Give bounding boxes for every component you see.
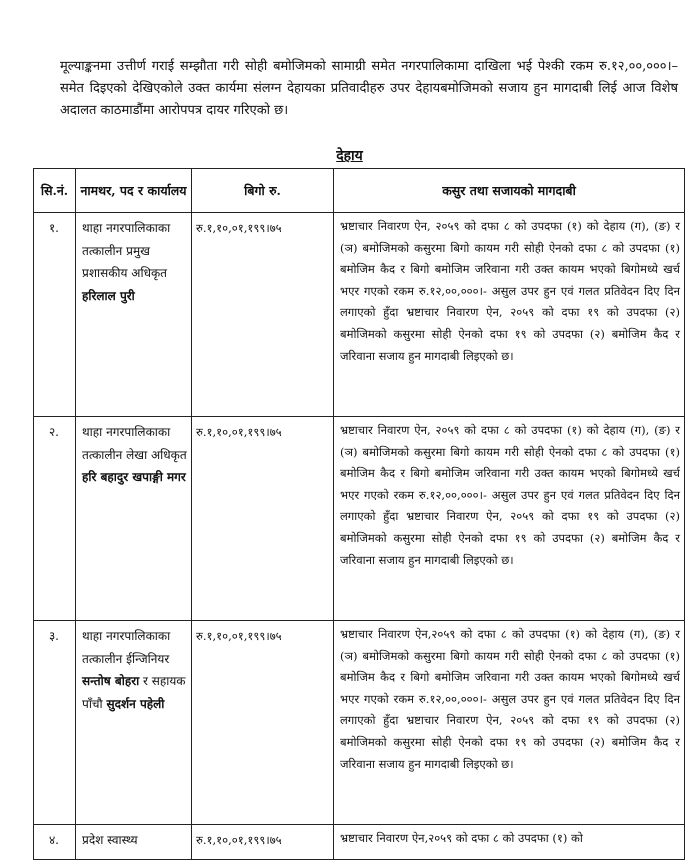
name-text-after: र सहायक पाँचौ (82, 674, 186, 711)
name-cell (76, 213, 192, 417)
table-header-row (34, 169, 685, 213)
defendant-name: हरिलाल पुरी (82, 288, 135, 303)
serial-cell: ४. (34, 825, 76, 860)
defendant-name: सन्तोष बोहरा (82, 674, 140, 688)
header-name: नामथर, पद र कार्यालय (76, 169, 192, 213)
serial-cell: १. (34, 213, 76, 417)
table-row (34, 213, 685, 417)
serial-cell: ३. (34, 621, 76, 825)
header-amount: बिगो रु. (192, 169, 334, 213)
name-text: थाहा नगरपालिकाका तत्कालीन ईन्जिनियर (82, 629, 171, 666)
amount-cell: रु.१,१०,०१,१९९।७५ (192, 825, 334, 860)
defendant-name-second: सुदर्शन पहेली (106, 696, 165, 711)
intro-paragraph: मूल्याङ्कनमा उत्तीर्ण गराई सम्झौता गरी सोही बमोजिमको सामाग्री समेत नगरपालिकामा दाखिला भई पेश्की रकम रु.१२,००,०००।–समेत दिइएको देखिएकोले उक्त कार्यमा संलग्न देहायका प्रतिवादीहरु उपर देहायबमोजिमको सजाय हुन मागदाबी लिई आज विशेष अदालत काठमाडौंमा आरोपपत्र दायर गरिएको छ। (60, 59, 678, 118)
name-text: थाहा नगरपालिकाका तत्कालीन लेखा अधिकृत (82, 425, 187, 462)
header-charge: कसुर तथा सजायको मागदाबी (334, 169, 685, 213)
defendants-table (33, 168, 685, 860)
section-title: देहाय (336, 148, 363, 164)
charge-cell: भ्रष्टाचार निवारण ऐन,२०५९ को दफा ८ को उपदफा (१) को देहाय (ग), (ङ) र (ञ) बमोजिमको कसुरमा बिगो कायम गरी सोही ऐनको दफा ८ को उपदफा (१) बमोजिम कैद र बिगो बमोजिम जरिवाना गरी उक्त कायम भएको बिगोमध्ये खर्च भएर गएको रकम रु.१२,००,०००।- असुल उपर हुन एवं गलत प्रतिवेदन दिए दिन लगाएको हुँदा भ्रष्टाचार निवारण ऐन, २०५९ को दफा १९ को उपदफा (२) बमोजिमको कसुरमा सोही ऐनको दफा १९ को उपदफा (२) बमोजिम कैद र जरिवाना सजाय हुन मागदाबी लिइएको छ। (334, 621, 685, 825)
name-cell (76, 417, 192, 621)
charge-cell: भ्रष्टाचार निवारण ऐन, २०५९ को दफा ८ को उपदफा (१) को देहाय (ग), (ङ) र (ञ) बमोजिमको कसुरमा बिगो कायम गरी सोही ऐनको दफा ८ को उपदफा (१) बमोजिम कैद र बिगो बमोजिम जरिवाना गरी उक्त कायम भएको बिगोमध्ये खर्च भएर गएको रकम रु.१२,००,०००।- असुल उपर हुन एवं गलत प्रतिवेदन दिए दिन लगाएको हुँदा भ्रष्टाचार निवारण ऐन, २०५९ को दफा १९ को उपदफा (२) बमोजिमको कसुरमा सोही ऐनको दफा १९ को उपदफा (२) बमोजिम कैद र जरिवाना सजाय हुन मागदाबी लिइएको छ। (334, 213, 685, 417)
amount-cell: रु.१,१०,०१,१९९।७५ (192, 417, 334, 621)
header-serial: सि.नं. (34, 169, 76, 213)
name-cell (76, 825, 192, 860)
table-row (34, 621, 685, 825)
table-row (34, 825, 685, 860)
charge-cell: भ्रष्टाचार निवारण ऐन,२०५९ को दफा ८ को उपदफा (१) को (334, 825, 685, 860)
name-text: थाहा नगरपालिकाका तत्कालीन प्रमुख प्रशासकीय अधिकृत (82, 221, 171, 280)
name-text: प्रदेश स्वास्थ्य (82, 833, 138, 847)
amount-cell: रु.१,१०,०१,१९९।७५ (192, 213, 334, 417)
serial-cell: २. (34, 417, 76, 621)
table-row (34, 417, 685, 621)
charge-cell: भ्रष्टाचार निवारण ऐन, २०५९ को दफा ८ को उपदफा (१) को देहाय (ग), (ङ) र (ञ) बमोजिमको कसुरमा बिगो कायम गरी सोही ऐनको दफा ८ को उपदफा (१) बमोजिम कैद र बिगो बमोजिम जरिवाना गरी उक्त कायम भएको बिगोमध्ये खर्च भएर गएको रकम रु.१२,००,०००।- असुल उपर हुन एवं गलत प्रतिवेदन दिए दिन लगाएको हुँदा भ्रष्टाचार निवारण ऐन, २०५९ को दफा १९ को उपदफा (२) बमोजिमको कसुरमा सोही ऐनको दफा १९ को उपदफा (२) बमोजिम कैद र जरिवाना सजाय हुन मागदाबी लिइएको छ। (334, 417, 685, 621)
name-cell (76, 621, 192, 825)
defendant-name: हरि बहादुर खपाङ्गी मगर (82, 470, 186, 484)
amount-cell: रु.१,१०,०१,१९९।७५ (192, 621, 334, 825)
